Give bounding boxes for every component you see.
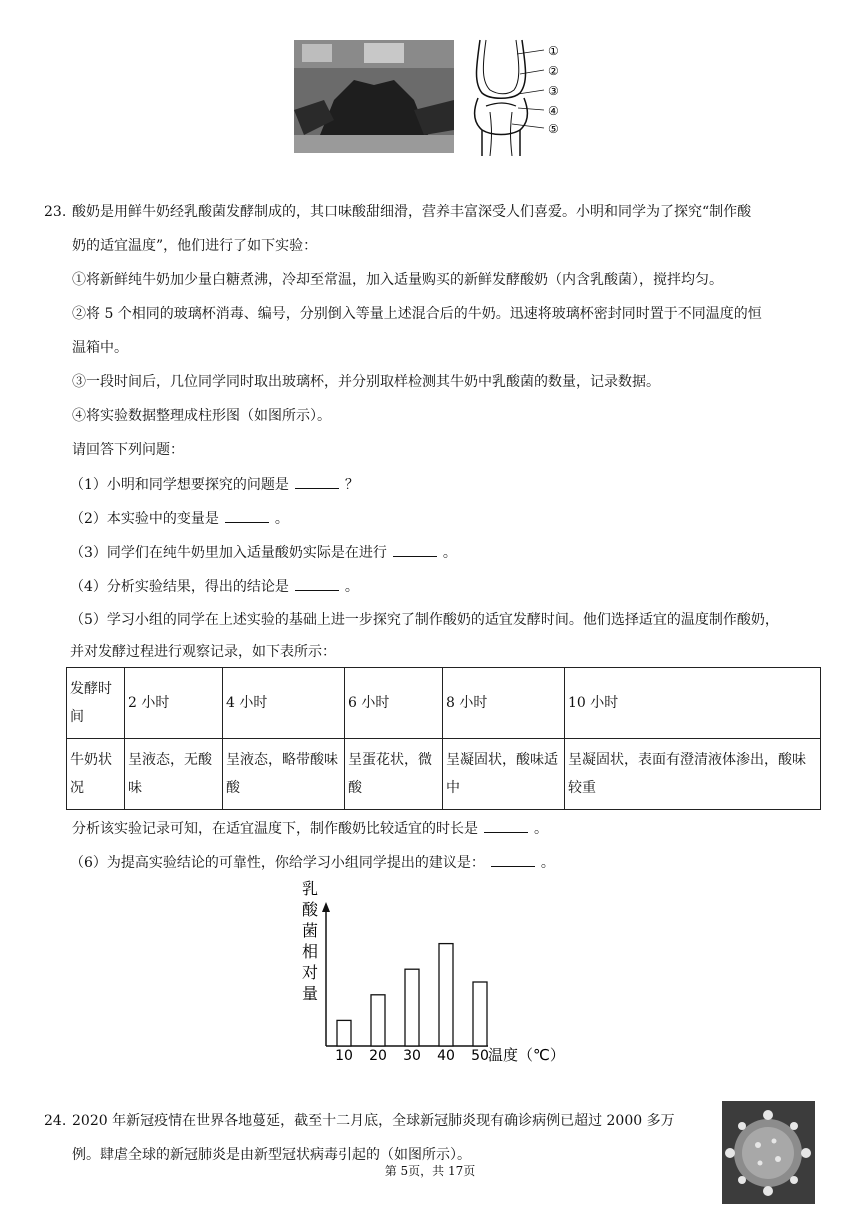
- q23-sub1: （1）小明和同学想要探究的问题是 ？: [70, 474, 359, 495]
- q23-sub2: （2）本实验中的变量是 。: [70, 508, 289, 529]
- q23-step4: ④将实验数据整理成柱形图（如图所示）。: [72, 408, 331, 424]
- fermentation-table: [66, 667, 821, 810]
- answer-blank-1[interactable]: [295, 474, 339, 489]
- chart-ylabel-char: 菌: [302, 921, 319, 940]
- q23-sub3: （3）同学们在纯牛奶里加入适量酸奶实际是在进行 。: [70, 542, 457, 563]
- chart-bar-30: [405, 969, 419, 1046]
- table-cell: 10 小时: [565, 668, 821, 739]
- answer-blank-3[interactable]: [393, 542, 437, 557]
- question-number-23: 23.: [44, 204, 67, 220]
- q23-step2-line1: ②将 5 个相同的玻璃杯消毒、编号，分别倒入等量上述混合后的牛奶。迅速将玻璃杯密封同时置于不同温度的恒: [72, 306, 762, 322]
- chart-ylabel: [302, 879, 319, 1003]
- table-cell: 2 小时: [125, 668, 223, 739]
- q23-step2-line2: 温箱中。: [72, 340, 128, 356]
- knee-label-1: ①: [548, 44, 559, 58]
- table-row: [67, 668, 821, 739]
- knee-label-4: ④: [548, 104, 559, 118]
- chart-xlabel: 温度（℃）: [488, 1046, 565, 1064]
- table-cell: 呈凝固状，酸味适中: [443, 739, 565, 810]
- bacteria-bar-chart: [296, 878, 596, 1068]
- chart-ylabel-char: 乳: [302, 879, 319, 898]
- question-number-24: 24.: [44, 1113, 67, 1129]
- q23-prompt: 请回答下列问题：: [72, 442, 184, 458]
- q23-sub6: （6）为提高实验结论的可靠性，你给学习小组同学提出的建议是： 。: [70, 852, 555, 873]
- chart-xticks: [335, 1048, 489, 1064]
- table-cell: 4 小时: [223, 668, 345, 739]
- knee-label-2: ②: [548, 64, 559, 78]
- chart-bar-40: [439, 944, 453, 1046]
- q23-sub4: （4）分析实验结果，得出的结论是 。: [70, 576, 359, 597]
- answer-blank-5[interactable]: [484, 818, 528, 833]
- q24-line2: 例。肆虐全球的新冠肺炎是由新型冠状病毒引起的（如图所示）。: [72, 1147, 471, 1163]
- chart-xtick-40: 40: [437, 1048, 455, 1064]
- q23-intro-line2: 奶的适宜温度”，他们进行了如下实验：: [72, 238, 318, 254]
- table-cell: 呈液态，略带酸味酸: [223, 739, 345, 810]
- knee-label-3: ③: [548, 84, 559, 98]
- table-cell: 牛奶状况: [67, 739, 125, 810]
- table-row: [67, 739, 821, 810]
- chart-xtick-10: 10: [335, 1048, 353, 1064]
- knee-label-5: ⑤: [548, 122, 559, 136]
- answer-blank-6[interactable]: [491, 852, 535, 867]
- table-cell: 呈蛋花状，微酸: [345, 739, 443, 810]
- q23-after-table: 分析该实验记录可知，在适宜温度下，制作酸奶比较适宜的时长是 。: [72, 818, 548, 839]
- table-cell: 呈凝固状，表面有澄清液体渗出，酸味较重: [565, 739, 821, 810]
- table-cell: 呈液态，无酸味: [125, 739, 223, 810]
- chart-bar-10: [337, 1020, 351, 1046]
- y-axis-arrow: [322, 902, 330, 912]
- q23-intro-line1: 酸奶是用鲜牛奶经乳酸菌发酵制成的，其口味酸甜细滑，营养丰富深受人们喜爱。小明和同学为了探究“制作酸: [72, 204, 752, 220]
- chart-ylabel-char: 相: [302, 942, 319, 961]
- q23-step3: ③一段时间后，几位同学同时取出玻璃杯，并分别取样检测其牛奶中乳酸菌的数量，记录数据。: [72, 374, 660, 390]
- q23-sub5-line1: （5）学习小组的同学在上述实验的基础上进一步探究了制作酸奶的适宜发酵时间。他们选择适宜的温度制作酸奶，: [70, 612, 779, 628]
- table-cell: 6 小时: [345, 668, 443, 739]
- answer-blank-4[interactable]: [295, 576, 339, 591]
- exercise-photo: [294, 40, 454, 153]
- chart-xtick-30: 30: [403, 1048, 421, 1064]
- chart-bar-50: [473, 982, 487, 1046]
- chart-xtick-20: 20: [369, 1048, 387, 1064]
- chart-bars: [337, 944, 487, 1046]
- chart-xtick-50: 50: [471, 1048, 489, 1064]
- q23-step1: ①将新鲜纯牛奶加少量白糖煮沸，冷却至常温，加入适量购买的新鲜发酵酸奶（内含乳酸菌），搅拌均匀。: [72, 272, 723, 288]
- chart-ylabel-char: 对: [302, 963, 319, 982]
- chart-svg: [296, 878, 596, 1068]
- q24-line1: 2020 年新冠疫情在世界各地蔓延，截至十二月底，全球新冠肺炎现有确诊病例已超过 2000 多万: [72, 1113, 675, 1129]
- knee-joint-diagram: [462, 38, 572, 158]
- chart-bar-20: [371, 995, 385, 1046]
- chart-ylabel-char: 量: [302, 984, 319, 1003]
- chart-ylabel-char: 酸: [302, 900, 319, 919]
- table-cell: 发酵时间: [67, 668, 125, 739]
- answer-blank-2[interactable]: [225, 508, 269, 523]
- page-footer: 第 5页，共 17页: [384, 1164, 476, 1178]
- coronavirus-image: [722, 1101, 815, 1204]
- q23-sub5-line2: 并对发酵过程进行观察记录，如下表所示：: [70, 644, 336, 660]
- table-cell: 8 小时: [443, 668, 565, 739]
